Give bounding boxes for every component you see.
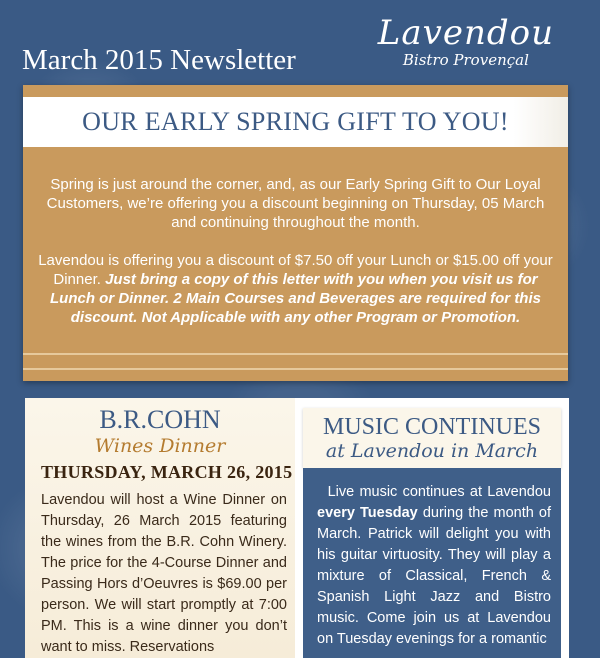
brand-subtitle: Bistro Provençal — [402, 51, 529, 69]
wine-dinner-title: B.R.COHN — [99, 405, 221, 434]
music-body-pre: Live music continues at Lavendou — [327, 484, 551, 500]
brand-logo — [378, 14, 554, 68]
music-body-bold: every Tuesday — [317, 505, 418, 521]
wine-dinner-date: THURSDAY, MARCH 26, 2015 — [41, 462, 293, 482]
wine-dinner-column — [25, 398, 295, 658]
divider-stripe — [23, 368, 568, 370]
events-panel — [25, 398, 569, 658]
gift-heading-bar — [23, 97, 568, 147]
gift-body — [33, 175, 558, 346]
gift-paragraph-2 — [33, 251, 558, 327]
wine-dinner-subtitle: Wines Dinner — [94, 435, 226, 457]
gift-conditions-text: Just bring a copy of this letter with you when you visit us for Lunch or Dinner. 2 Main Courses and Beverages are required for this discount. Not Applicable with any other Program or Promotion. — [50, 271, 541, 326]
newsletter-title: March 2015 Newsletter — [22, 44, 296, 76]
gift-paragraph-1: Spring is just around the corner, and, as our Early Spring Gift to Our Loyal Customers, we’re offering you a discount beginning on Thursday, 05 March and continuing throughout the month. — [46, 176, 545, 231]
wine-dinner-body: Lavendou will host a Wine Dinner on Thursday, 26 March 2015 featuring the wines from the B.R. Cohn Winery. The price for the 4-Course Dinner and Passing Hors d’Oeuvres is $69.00 per person. We will start promptly at 7:00 PM. This is a wine dinner you don’t want to miss. Reservations — [41, 492, 287, 655]
divider-stripe — [23, 353, 568, 355]
brand-name: Lavendou — [377, 13, 554, 53]
music-heading — [303, 408, 561, 468]
gift-title: OUR EARLY SPRING GIFT TO YOU! — [82, 107, 509, 136]
music-body — [317, 482, 551, 650]
music-body-box — [303, 468, 561, 658]
music-title: MUSIC CONTINUES — [322, 414, 541, 440]
music-body-post: during the month of March. Patrick will delight you with his guitar virtuosity. They will play a mixture of Classical, French & Spanish Light Jazz and Bistro music. Come join us at Lavendou on Tuesday evenings for a romantic — [317, 505, 551, 647]
gift-offer-text: Lavendou is offering you a discount of $7.50 off your Lunch or $15.00 off your Dinner. — [38, 252, 553, 288]
spring-gift-section — [23, 85, 568, 381]
music-subtitle: at Lavendou in March — [325, 440, 539, 462]
